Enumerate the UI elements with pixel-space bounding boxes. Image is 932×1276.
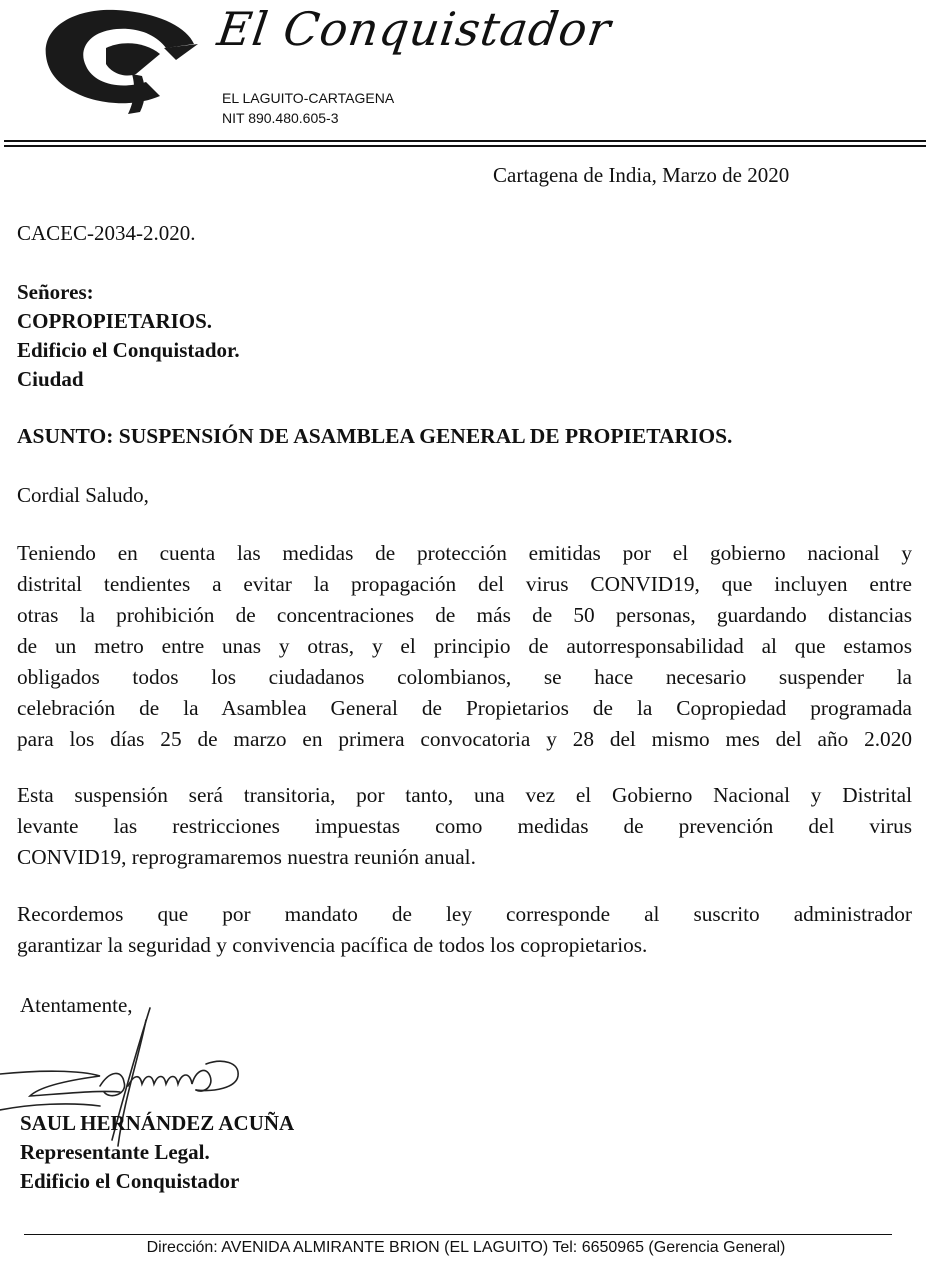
footer-address: Dirección: AVENIDA ALMIRANTE BRION (EL LAGUITO) Tel: 6650965 (Gerencia General) bbox=[146, 1239, 786, 1256]
paragraph-2-line: CONVID19, reprogramaremos nuestra reunión anual. bbox=[17, 845, 476, 869]
paragraph-1-line: obligados todos los ciudadanos colombianos, se hace necesario suspender la bbox=[17, 665, 912, 689]
greeting: Cordial Saludo, bbox=[17, 483, 149, 507]
paragraph-3-line: Recordemos que por mandato de ley corresponde al suscrito administrador bbox=[17, 902, 912, 926]
paragraph-1-line: para los días 25 de marzo en primera convocatoria y 28 del mismo mes del año 2.020 bbox=[17, 727, 912, 751]
paragraph-3 bbox=[17, 899, 912, 961]
brand-name: El Conquistador bbox=[214, 2, 615, 56]
header-rule-bottom bbox=[4, 145, 926, 147]
paragraph-1-line: celebración de la Asamblea General de Propietarios de la Copropiedad programada bbox=[17, 696, 912, 720]
paragraph-1-line: de un metro entre unas y otras, y el principio de autorresponsabilidad al que estamos bbox=[17, 634, 912, 658]
recipient-city: Ciudad bbox=[17, 367, 84, 391]
paragraph-1-line: Teniendo en cuenta las medidas de protección emitidas por el gobierno nacional y bbox=[17, 541, 912, 565]
signer-name: SAUL HERNÁNDEZ ACUÑA bbox=[20, 1111, 295, 1135]
paragraph-2-line: levante las restricciones impuestas como medidas de prevención del virus bbox=[17, 814, 912, 838]
paragraph-2-line: Esta suspensión será transitoria, por tanto, una vez el Gobierno Nacional y Distrital bbox=[17, 783, 912, 807]
paragraph-1 bbox=[17, 538, 912, 755]
reference-number: CACEC-2034-2.020. bbox=[17, 221, 196, 245]
header-rule-top bbox=[4, 140, 926, 142]
footer-rule bbox=[24, 1234, 892, 1235]
letterhead-location: EL LAGUITO-CARTAGENA bbox=[222, 90, 395, 106]
paragraph-1-line: distrital tendientes a evitar la propagación del virus CONVID19, que incluyen entre bbox=[17, 572, 912, 596]
company-logo bbox=[36, 4, 206, 122]
letterhead-nit: NIT 890.480.605-3 bbox=[222, 110, 339, 126]
paragraph-2 bbox=[17, 780, 912, 873]
closing: Atentamente, bbox=[20, 993, 133, 1017]
paragraph-3-line: garantizar la seguridad y convivencia pacífica de todos los copropietarios. bbox=[17, 933, 648, 957]
date-line: Cartagena de India, Marzo de 2020 bbox=[493, 163, 790, 187]
recipient-building: Edificio el Conquistador. bbox=[17, 338, 240, 362]
signer-title: Representante Legal. bbox=[20, 1140, 210, 1164]
subject-line: ASUNTO: SUSPENSIÓN DE ASAMBLEA GENERAL DE PROPIETARIOS. bbox=[17, 424, 733, 448]
recipient-group: COPROPIETARIOS. bbox=[17, 309, 213, 333]
signer-organization: Edificio el Conquistador bbox=[20, 1169, 240, 1193]
paragraph-1-line: otras la prohibición de concentraciones de más de 50 personas, guardando distancias bbox=[17, 603, 912, 627]
recipient-salutation: Señores: bbox=[17, 280, 94, 304]
